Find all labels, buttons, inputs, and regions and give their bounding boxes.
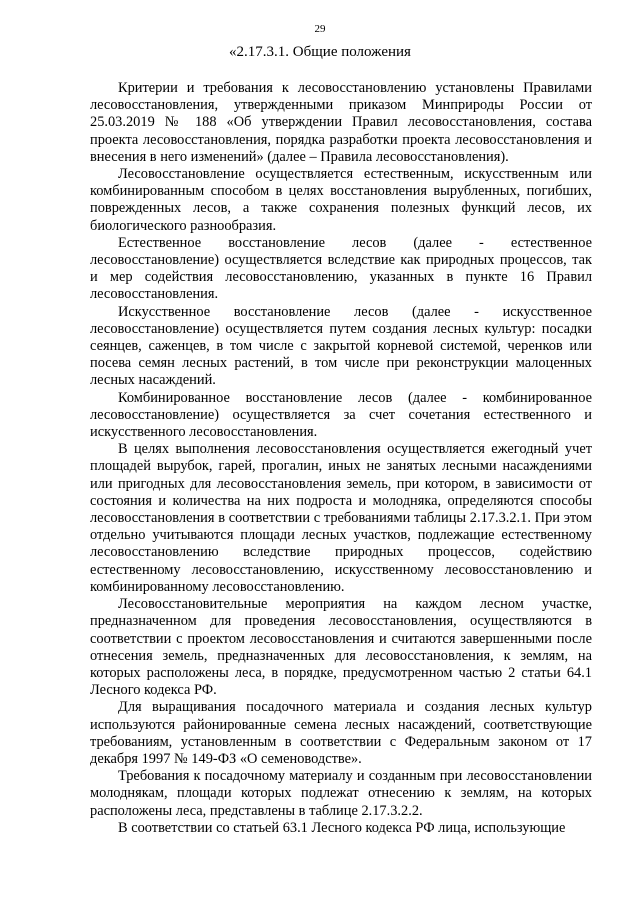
paragraph-10: В соответствии со статьей 63.1 Лесного кодекса РФ лица, использующие (118, 819, 566, 836)
paragraph-4: Искусственное восстановление лесов (далее - искусственное лесовосстановление) осуществляется путем создания лесных культур: посадки сеянцев, саженцев, в том числе с закрытой корневой системой, черенков или посева семян лесных растений, в том числе при реконструкции малоценных лесных насаждений. (90, 303, 592, 389)
section-heading: «2.17.3.1. Общие положения (229, 44, 411, 60)
paragraph-3: Естественное восстановление лесов (далее - естественное лесовосстановление) осуществляется вследствие как природных процессов, так и мер содействия лесовосстановлению, указанных в пункте 16 Правил лесовосстановления. (90, 234, 592, 303)
paragraph-7: Лесовосстановительные мероприятия на каждом лесном участке, предназначенном для проведения лесовосстановления, осуществляются в соответствии с проектом лесовосстановления и считаются завершенными после отнесения земель, предназначенных для лесовосстановления, к землям, на которых расположены леса, в порядке, предусмотренном частью 2 статьи 64.1 Лесного кодекса РФ. (90, 596, 592, 699)
paragraph-8: Для выращивания посадочного материала и создания лесных культур используются районированные семена лесных насаждений, соответствующие требованиям, установленным в соответствии с Федеральным законом от 17 декабря 1997 № 149-ФЗ «О семеноводстве». (90, 699, 592, 767)
paragraph-9: Требования к посадочному материалу и созданным при лесовосстановлении молоднякам, площади которых подлежат отнесению к землям, на которых расположены леса, представлены в таблице 2.17.3.2.2. (90, 768, 592, 819)
paragraph-1: Критерии и требования к лесовосстановлению установлены Правилами лесовосстановления, утвержденными приказом Минприроды России от 25.03.2019 № 188 «Об утверждении Правил лесовосстановления, состава проекта лесовосстановления, порядка разработки проекта лесовосстановления и внесения в него изменений» (далее – Правила лесовосстановления). (90, 80, 592, 165)
paragraph-5: Комбинированное восстановление лесов (далее - комбинированное лесовосстановление) осуществляется за счет сочетания естественного и искусственного лесовосстановления. (90, 389, 592, 441)
document-body (90, 80, 592, 837)
paragraph-6: В целях выполнения лесовосстановления осуществляется ежегодный учет площадей вырубок, гарей, прогалин, иных не занятых лесными насаждениями или пригодных для лесовосстановления земель, при котором, в зависимости от состояния и количества на них подроста и молодняка, определяются способы лесовосстановления в соответствии с требованиями таблицы 2.17.3.2.1. При этом отдельно учитываются площади лесных участков, подлежащие естественному лесовосстановлению вследствие природных процессов, содействию естественному лесовосстановлению, искусственному лесовосстановлению и комбинированному лесовосстановлению. (90, 441, 592, 595)
paragraph-2: Лесовосстановление осуществляется естественным, искусственным или комбинированным способом в целях восстановления вырубленных, погибших, поврежденных лесов, а также сохранения полезных функций лесов, их биологического разнообразия. (90, 166, 592, 234)
page-number: 29 (314, 23, 326, 35)
